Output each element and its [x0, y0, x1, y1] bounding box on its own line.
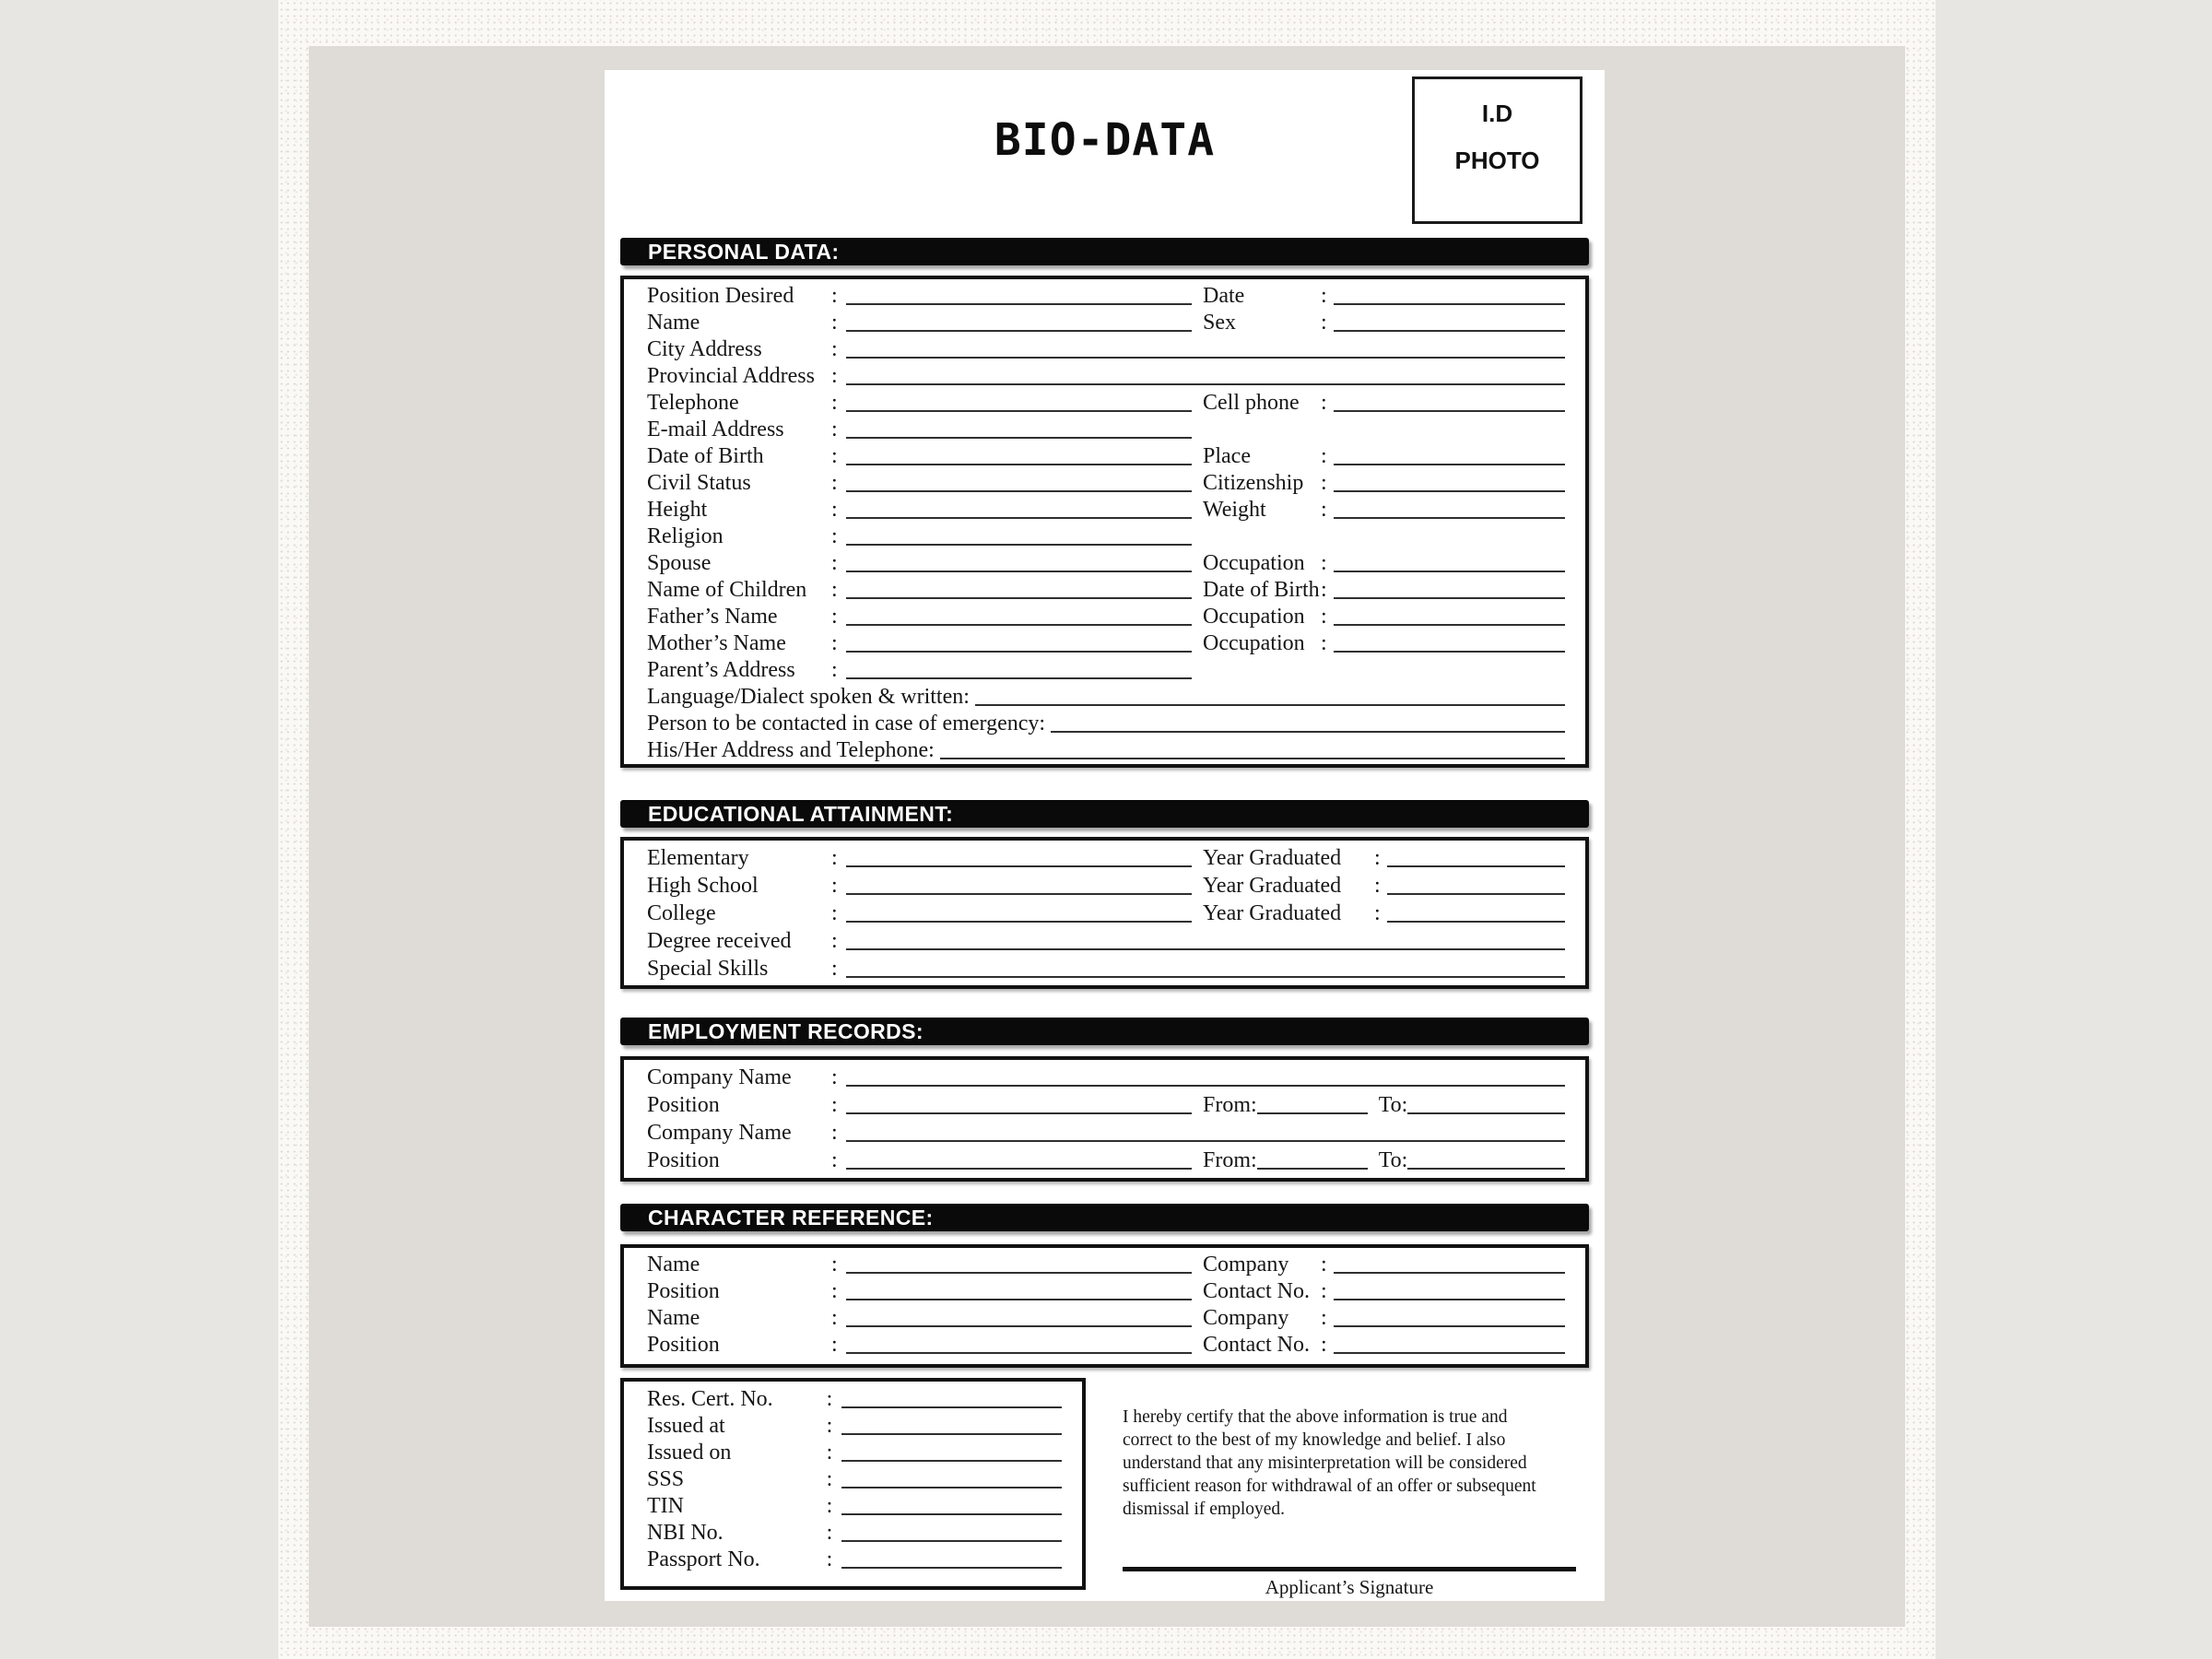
blank-line	[846, 435, 1192, 439]
form-row	[647, 1118, 1565, 1146]
blank-line	[1257, 1111, 1368, 1114]
blank-line	[1334, 595, 1565, 599]
blank-line	[841, 1405, 1062, 1408]
signature-line	[1123, 1563, 1576, 1571]
blank-line	[846, 328, 1192, 332]
form-row	[647, 683, 1565, 710]
colon: :	[831, 605, 838, 629]
form-row	[647, 442, 1565, 469]
field-label: Position	[647, 1333, 720, 1357]
blank-line	[1334, 1270, 1565, 1274]
section-header-employment: EMPLOYMENT RECORDS:	[620, 1018, 1589, 1045]
field-label: Passport No.	[647, 1547, 760, 1571]
blank-line	[841, 1458, 1062, 1462]
field-label: Degree received	[647, 929, 792, 953]
field-label: Language/Dialect spoken & written:	[647, 685, 970, 709]
form-row	[647, 629, 1565, 656]
blank-line	[1387, 864, 1565, 867]
form-row	[647, 416, 1565, 442]
blank-line	[846, 676, 1192, 679]
blank-line	[846, 919, 1192, 923]
form-row	[647, 1546, 1062, 1572]
field-label: TIN	[647, 1494, 684, 1518]
field-label: Civil Status	[647, 471, 751, 495]
blank-line	[1387, 919, 1565, 923]
id-photo-box	[1412, 76, 1583, 224]
right-field-label: Contact No.	[1203, 1279, 1310, 1303]
colon: :	[831, 471, 838, 495]
blank-line	[846, 1297, 1192, 1300]
colon: :	[831, 631, 838, 655]
form-row	[647, 1385, 1062, 1412]
colon: :	[831, 311, 838, 335]
blank-line	[1334, 488, 1565, 492]
field-label: Name	[647, 1253, 700, 1277]
colon: :	[831, 364, 838, 388]
colon: :	[826, 1494, 833, 1518]
blank-line	[1334, 622, 1565, 626]
blank-line	[846, 622, 1192, 626]
colon: :	[831, 1306, 838, 1330]
blank-line	[1334, 1350, 1565, 1354]
form-row	[647, 469, 1565, 496]
certification-line: understand that any misinterpretation will be considered	[1123, 1453, 1527, 1473]
blank-line	[846, 649, 1192, 653]
field-label: College	[647, 901, 716, 925]
colon: :	[826, 1441, 833, 1465]
colon: :	[831, 658, 838, 682]
form-row	[647, 736, 1565, 763]
form-row	[647, 1519, 1062, 1546]
right-field-label: Date of Birth	[1203, 578, 1320, 602]
form-row	[647, 1251, 1565, 1277]
blank-line	[846, 488, 1192, 492]
certification-line: correct to the best of my knowledge and belief. I also	[1123, 1430, 1506, 1450]
form-row	[647, 362, 1565, 389]
form-row	[647, 496, 1565, 523]
form-header	[620, 70, 1589, 238]
colon: :	[831, 846, 838, 870]
colon: :	[831, 1121, 838, 1145]
colon: :	[831, 498, 838, 522]
blank-line	[1334, 301, 1565, 305]
colon: :	[1374, 901, 1381, 925]
field-label: Name of Children	[647, 578, 807, 602]
field-label: Mother’s Name	[647, 631, 786, 655]
blank-line	[846, 542, 1192, 546]
form-row	[647, 523, 1565, 549]
colon: :	[831, 957, 838, 981]
colon: :	[831, 1253, 838, 1277]
blank-line	[1407, 1166, 1565, 1170]
blank-line	[1257, 1166, 1368, 1170]
form-row	[647, 871, 1565, 899]
blank-line	[841, 1431, 1062, 1435]
section-header-personal: PERSONAL DATA:	[620, 238, 1589, 265]
right-field-label: Sex	[1203, 311, 1236, 335]
field-label: Parent’s Address	[647, 658, 795, 682]
form-row	[647, 1492, 1062, 1519]
blank-line	[846, 1324, 1192, 1327]
right-field-label: Company	[1203, 1306, 1289, 1330]
field-label: Height	[647, 498, 708, 522]
blank-line	[846, 864, 1192, 867]
blank-line	[846, 355, 1565, 359]
blank-line	[1387, 891, 1565, 895]
colon: :	[826, 1467, 833, 1491]
field-label: Religion	[647, 524, 724, 548]
colon: :	[1321, 1279, 1327, 1303]
form-row	[647, 1063, 1565, 1090]
field-label: City Address	[647, 337, 762, 361]
colon: :	[831, 578, 838, 602]
from-label: From:	[1203, 1093, 1257, 1117]
to-label: To:	[1378, 1093, 1408, 1117]
blank-line	[975, 702, 1565, 706]
form-row	[647, 656, 1565, 683]
blank-line	[1407, 1111, 1565, 1114]
blank-line	[1334, 1297, 1565, 1300]
form-row	[647, 1090, 1565, 1118]
blank-line	[846, 1166, 1192, 1170]
form-row	[647, 1465, 1062, 1492]
signature-label: Applicant’s Signature	[1265, 1576, 1434, 1598]
colon: :	[1321, 311, 1327, 335]
colon: :	[1321, 391, 1327, 415]
colon: :	[826, 1547, 833, 1571]
right-field-label: Company	[1203, 1253, 1289, 1277]
colon: :	[1321, 1333, 1327, 1357]
blank-line	[846, 382, 1565, 385]
field-label: High School	[647, 874, 759, 898]
form-row	[647, 710, 1565, 736]
colon: :	[1321, 551, 1327, 575]
signature-block	[1123, 1563, 1576, 1599]
right-field-label: Contact No.	[1203, 1333, 1310, 1357]
form-row	[647, 1439, 1062, 1465]
from-label: From:	[1203, 1148, 1257, 1172]
right-field-label: Year Graduated	[1203, 846, 1342, 870]
field-label: Issued on	[647, 1441, 732, 1465]
blank-line	[841, 1538, 1062, 1542]
colon: :	[831, 284, 838, 308]
blank-line	[846, 1270, 1192, 1274]
field-label: SSS	[647, 1467, 685, 1491]
blank-line	[846, 408, 1192, 412]
form-row	[647, 926, 1565, 954]
colon: :	[831, 551, 838, 575]
certification-line: I hereby certify that the above information is true and	[1123, 1407, 1508, 1427]
blank-line	[1334, 649, 1565, 653]
personal-data-box	[620, 276, 1589, 768]
field-label: Father’s Name	[647, 605, 778, 629]
field-label: Position	[647, 1148, 720, 1172]
blank-line	[846, 515, 1192, 519]
colon: :	[831, 1279, 838, 1303]
field-label: Spouse	[647, 551, 712, 575]
blank-line	[841, 1485, 1062, 1488]
right-field-label: Cell phone	[1203, 391, 1300, 415]
colon: :	[831, 1065, 838, 1089]
blank-line	[1334, 569, 1565, 572]
blank-line	[1051, 729, 1565, 733]
right-field-label: Place	[1203, 444, 1251, 468]
to-label: To:	[1378, 1148, 1408, 1172]
colon: :	[1321, 444, 1327, 468]
form-row	[647, 576, 1565, 603]
field-label: Elementary	[647, 846, 749, 870]
colon: :	[1321, 498, 1327, 522]
form-row	[647, 603, 1565, 629]
page-title: BIO-DATA	[994, 114, 1216, 166]
colon: :	[1321, 1253, 1327, 1277]
field-label: Provincial Address	[647, 364, 815, 388]
blank-line	[841, 1512, 1062, 1515]
blank-line	[846, 1350, 1192, 1354]
field-label: Name	[647, 311, 700, 335]
field-label: Company Name	[647, 1065, 792, 1089]
reference-box	[620, 1244, 1589, 1368]
blank-line	[846, 1138, 1565, 1142]
form-row	[647, 1412, 1062, 1439]
field-label: Position	[647, 1279, 720, 1303]
blank-line	[846, 301, 1192, 305]
field-label: Date of Birth	[647, 444, 764, 468]
colon: :	[831, 524, 838, 548]
form-row	[647, 899, 1565, 926]
form-row	[647, 1146, 1565, 1173]
right-field-label: Occupation	[1203, 605, 1305, 629]
colon: :	[831, 874, 838, 898]
blank-line	[1334, 328, 1565, 332]
colon: :	[831, 444, 838, 468]
colon: :	[831, 337, 838, 361]
certification-text	[1123, 1406, 1585, 1521]
blank-line	[1334, 1324, 1565, 1327]
colon: :	[826, 1414, 833, 1438]
blank-line	[846, 462, 1192, 465]
form-row	[647, 954, 1565, 982]
right-field-label: Date	[1203, 284, 1245, 308]
id-photo-line2: PHOTO	[1454, 147, 1540, 174]
colon: :	[1321, 578, 1327, 602]
form-row	[647, 1304, 1565, 1331]
field-label: Position Desired	[647, 284, 794, 308]
blank-line	[841, 1565, 1062, 1569]
form-row	[647, 1331, 1565, 1358]
bio-form-page	[605, 70, 1605, 1601]
colon: :	[826, 1387, 833, 1411]
field-label: Company Name	[647, 1121, 792, 1145]
form-row	[647, 309, 1565, 335]
colon: :	[831, 929, 838, 953]
field-label: Telephone	[647, 391, 739, 415]
form-row	[647, 549, 1565, 576]
blank-line	[846, 1111, 1192, 1114]
field-label: Res. Cert. No.	[647, 1387, 773, 1411]
blank-line	[1334, 408, 1565, 412]
right-field-label: Year Graduated	[1203, 901, 1342, 925]
section-header-reference: CHARACTER REFERENCE:	[620, 1204, 1589, 1231]
colon: :	[831, 1093, 838, 1117]
documents-box	[620, 1378, 1086, 1590]
colon: :	[1321, 1306, 1327, 1330]
form-row	[647, 843, 1565, 871]
field-label: E-mail Address	[647, 418, 784, 441]
colon: :	[1374, 874, 1381, 898]
colon: :	[1321, 605, 1327, 629]
certification-line: dismissal if employed.	[1123, 1500, 1286, 1519]
education-box	[620, 837, 1589, 989]
colon: :	[1321, 471, 1327, 495]
colon: :	[831, 418, 838, 441]
colon: :	[1321, 631, 1327, 655]
blank-line	[846, 891, 1192, 895]
field-label: Name	[647, 1306, 700, 1330]
field-label: Position	[647, 1093, 720, 1117]
field-label: Special Skills	[647, 957, 769, 981]
colon: :	[831, 1333, 838, 1357]
employment-box	[620, 1056, 1589, 1182]
blank-line	[846, 974, 1565, 978]
right-field-label: Year Graduated	[1203, 874, 1342, 898]
blank-line	[846, 595, 1192, 599]
colon: :	[826, 1521, 833, 1545]
colon: :	[1321, 284, 1327, 308]
bottom-section	[620, 1378, 1589, 1598]
colon: :	[1374, 846, 1381, 870]
colon: :	[831, 1148, 838, 1172]
field-label: Issued at	[647, 1414, 725, 1438]
colon: :	[831, 901, 838, 925]
field-label: Person to be contacted in case of emergency:	[647, 712, 1046, 735]
blank-line	[1334, 462, 1565, 465]
right-field-label: Occupation	[1203, 631, 1305, 655]
blank-line	[846, 569, 1192, 572]
right-field-label: Citizenship	[1203, 471, 1304, 495]
form-row	[647, 1277, 1565, 1304]
blank-line	[1334, 515, 1565, 519]
id-photo-line1: I.D	[1481, 100, 1513, 127]
form-row	[647, 389, 1565, 416]
blank-line	[846, 1083, 1565, 1087]
field-label: His/Her Address and Telephone:	[647, 738, 935, 762]
right-field-label: Occupation	[1203, 551, 1305, 575]
form-row	[647, 335, 1565, 362]
section-header-education: EDUCATIONAL ATTAINMENT:	[620, 800, 1589, 828]
right-field-label: Weight	[1203, 498, 1266, 522]
colon: :	[831, 391, 838, 415]
certification-line: sufficient reason for withdrawal of an offer or subsequent	[1123, 1477, 1536, 1496]
field-label: NBI No.	[647, 1521, 724, 1545]
blank-line	[940, 756, 1565, 759]
blank-line	[846, 947, 1565, 950]
form-row	[647, 282, 1565, 309]
